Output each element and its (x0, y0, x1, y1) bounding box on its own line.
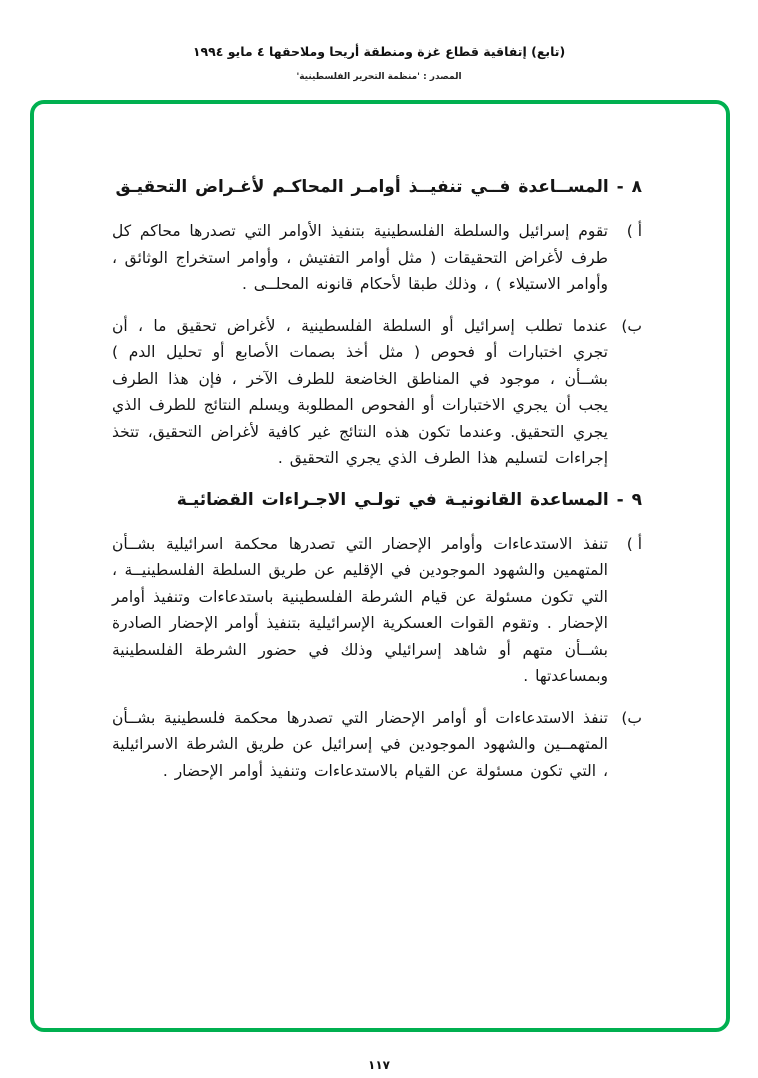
item-marker-b: ب) (621, 708, 642, 727)
section-8-item-b (112, 313, 642, 472)
item-text: تنفذ الاستدعاءات أو أوامر الإحضار التي تصدرها محكمة فلسطينية بشــأن المتهمــين والشهود الموجودين في إسرائيل عن طريق الشرطة الاسرائيلية ، التي تكون مسئولة عن القيام بالاستدعاءات وتنفيذ أوامر الإحضار . (112, 708, 608, 780)
document-content (34, 104, 726, 784)
page-number: ١١٧ (368, 1058, 390, 1072)
document-header (0, 44, 758, 82)
item-marker-b: ب) (621, 316, 642, 335)
content-frame (30, 100, 730, 1032)
section-9-item-a (112, 531, 642, 690)
section-9-item-b (112, 705, 642, 785)
item-text: تقوم إسرائيل والسلطة الفلسطينية بتنفيذ الأوامر التي تصدرها محاكم كل طرف لأغراض التحقيقات ( مثل أوامر التفتيش ، وأوامر استخراج الوثائق ، وأوامر الاستيلاء ) ، وذلك طبقا لأحكام قانونه المحلــى . (112, 222, 608, 293)
document-footer (0, 1058, 758, 1072)
item-marker-a: أ ) (626, 534, 642, 553)
header-title: (تابع) إتفاقية قطاع غزة ومنطقة أريحا وملاحقها ٤ مايو ١٩٩٤ (192, 44, 566, 59)
item-text: تنفذ الاستدعاءات وأوامر الإحضار التي تصدرها محكمة اسرائيلية بشــأن المتهمين والشهود الموجودين في الإقليم عن طريق السلطة الفلسطينيــة ، التي تكون مسئولة عن قيام الشرطة الفلسطينية باستدعاءات وتنفيذ أوامر الإحضار . وتقوم القوات العسكرية الإسرائيلية بتنفيذ أوامر الإحضار الصادرة بشــأن متهم أو شاهد إسرائيلي وذلك في حضور الشرطة الفلسطينية وبمساعدتها . (112, 534, 608, 685)
header-source: المصدر : 'منظمة التحرير الفلسطينية' (296, 72, 462, 82)
section-8-heading: ٨ - المســاعدة فــي تنفيــذ أوامـر المحاكـم لأغـراض التحقيـق (115, 177, 642, 197)
section-8-item-a (112, 218, 642, 298)
item-marker-a: أ ) (626, 222, 642, 240)
section-9-heading: ٩ - المساعدة القانونيـة في تولـي الاجـراءات القضائيـة (176, 489, 642, 510)
item-text: عندما تطلب إسرائيل أو السلطة الفلسطينية ، لأغراض تحقيق ما ، أن تجري اختبارات أو فحوص ( مثل أخذ بصمات الأصابع أو تحليل الدم ) بشــأن ، موجود في المناطق الخاضعة للطرف الآخر ، فإن هذا الطرف يجب أن يجري الاختبارات أو الفحوص المطلوبة ويسلم النتائج للطرف الذي يجري التحقيق. وعندما تكون هذه النتائج غير كافية لأغراض التحقيق، تتخذ إجراءات لتسليم هذا الطرف الذي يجري التحقيق . (112, 316, 608, 467)
